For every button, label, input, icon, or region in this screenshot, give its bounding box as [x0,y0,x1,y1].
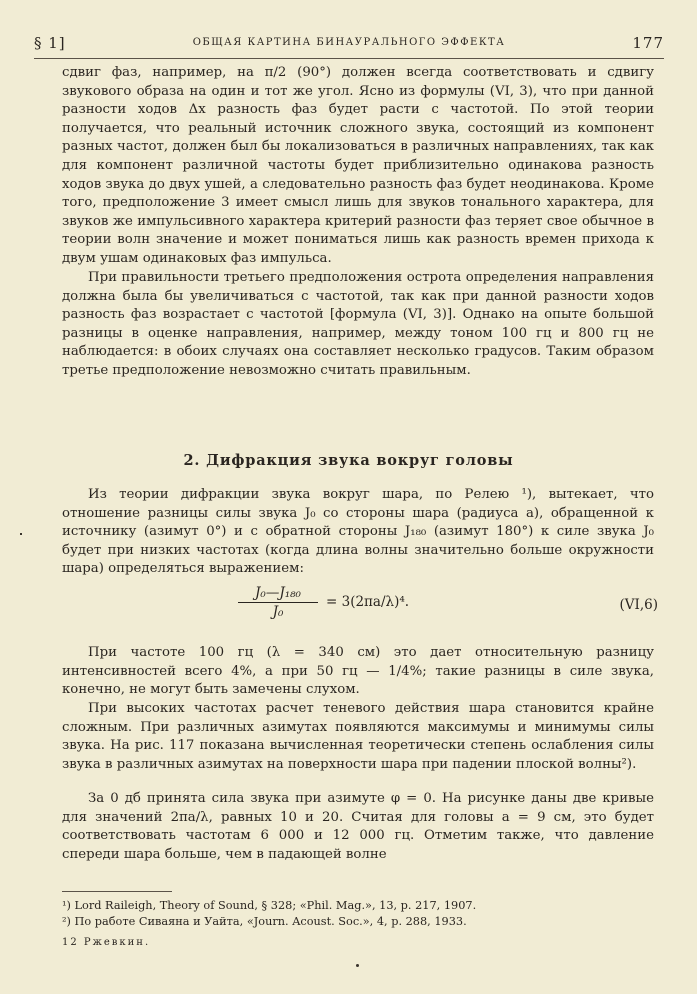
printer-signature: 12 Ржевкин. [62,937,151,948]
formula-rhs: = 3(2πa/λ)⁴. [326,594,410,610]
running-title: ОБЩАЯ КАРТИНА БИНАУРАЛЬНОГО ЭФФЕКТА [192,37,506,48]
paragraph-diffraction-theory: Из теории дифракции звука вокруг шара, по Релею ¹), вытекает, что отношение разницы силы звука J₀ со стороны шара (радиуса a), обращенной к источнику (азимут 0°) и с обратной стороны J₁₈₀ (азимут 180°) к силе звука J₀ будет при низких частотах (когда длина волны значительно больше окружности шара) определяться выражением: [62,487,654,577]
page-speck [356,964,359,967]
paragraph-phase-shift: сдвиг фаз, например, на π/2 (90°) должен всегда соответствовать и сдвигу звукового образа на один и тот же угол. Ясно из формулы (VI, 3), что при данной разности ходов Δx разность фаз будет расти с частотой. По этой теории получается, что реальный источник сложного звука, состоящий из компонент разных частот, должен был бы локализоваться в различных направлениях, так как для компонент различной частоты будет приблизительно одинакова разность ходов звука до двух ушей, а следовательно разность фаз будет неодинакова. Кроме того, предположение 3 имеет смысл лишь для звуков тонального характера, для звуков же импульсивного характера критерий разности фаз теряет свое обычное в теории волн значение и может пониматься лишь как разность времен прихода к двум ушам одинаковых фаз импульса. [62,65,654,266]
formula-fraction [238,585,318,620]
formula-denominator: J₀ [272,604,284,620]
footnote-2: ²) По работе Сиваяна и Уайта, «Journ. Acoust. Soc.», 4, p. 288, 1933. [62,915,467,928]
footnote-1: ¹) Lord Raileigh, Theory of Sound, § 328; «Phil. Mag.», 13, p. 217, 1907. [62,899,477,912]
page-number: 177 [632,34,664,52]
paragraph-frequency-example: При частоте 100 гц (λ = 340 см) это дает относительную разницу интенсивностей всего 4%, а при 50 гц — 1/4%; такие разницы в силе звука, конечно, не могут быть замечены слухом. [62,645,654,698]
formula-vi-6 [238,585,658,629]
paragraph-third-assumption: При правильности третьего предположения острота определения направления должна была бы увеличиваться с частотой, так как при данной разности ходов разность фаз возрастает с частотой [формула (VI, 3)]. Однако на опыте большой разницы в оценке направления, например, между тоном 100 гц и 800 гц не наблюдается: в обоих случаях она составляет несколько градусов. Таким образом третье предположение невозможно считать правильным. [62,270,654,378]
paragraph-high-frequencies: При высоких частотах расчет теневого действия шара становится крайне сложным. При различных азимутах появляются максимумы и минимумы силы звука. На рис. 117 показана вычисленная теоретически степень ослабления силы звука в различных азимутах на поверхности шара при падении плоской волны²). [62,701,654,772]
margin-mark [20,533,22,535]
section-marker: § 1] [34,34,66,52]
equation-number: (VI,6) [619,597,658,613]
section-title: 2. Дифракция звука вокруг головы [183,452,514,469]
formula-numerator: J₀—J₁₈₀ [238,585,318,603]
footnote-rule [62,891,172,892]
header-rule [34,58,664,59]
paragraph-zero-db: За 0 дб принята сила звука при азимуте φ = 0. На рисунке даны две кривые для значений 2πa/λ, равных 10 и 20. Считая для головы a = 9 см, это будет соответствовать частотам 6 000 и 12 000 гц. Отметим также, что давление спереди шара больше, чем в падающей волне [62,791,654,862]
page-header [34,34,664,56]
